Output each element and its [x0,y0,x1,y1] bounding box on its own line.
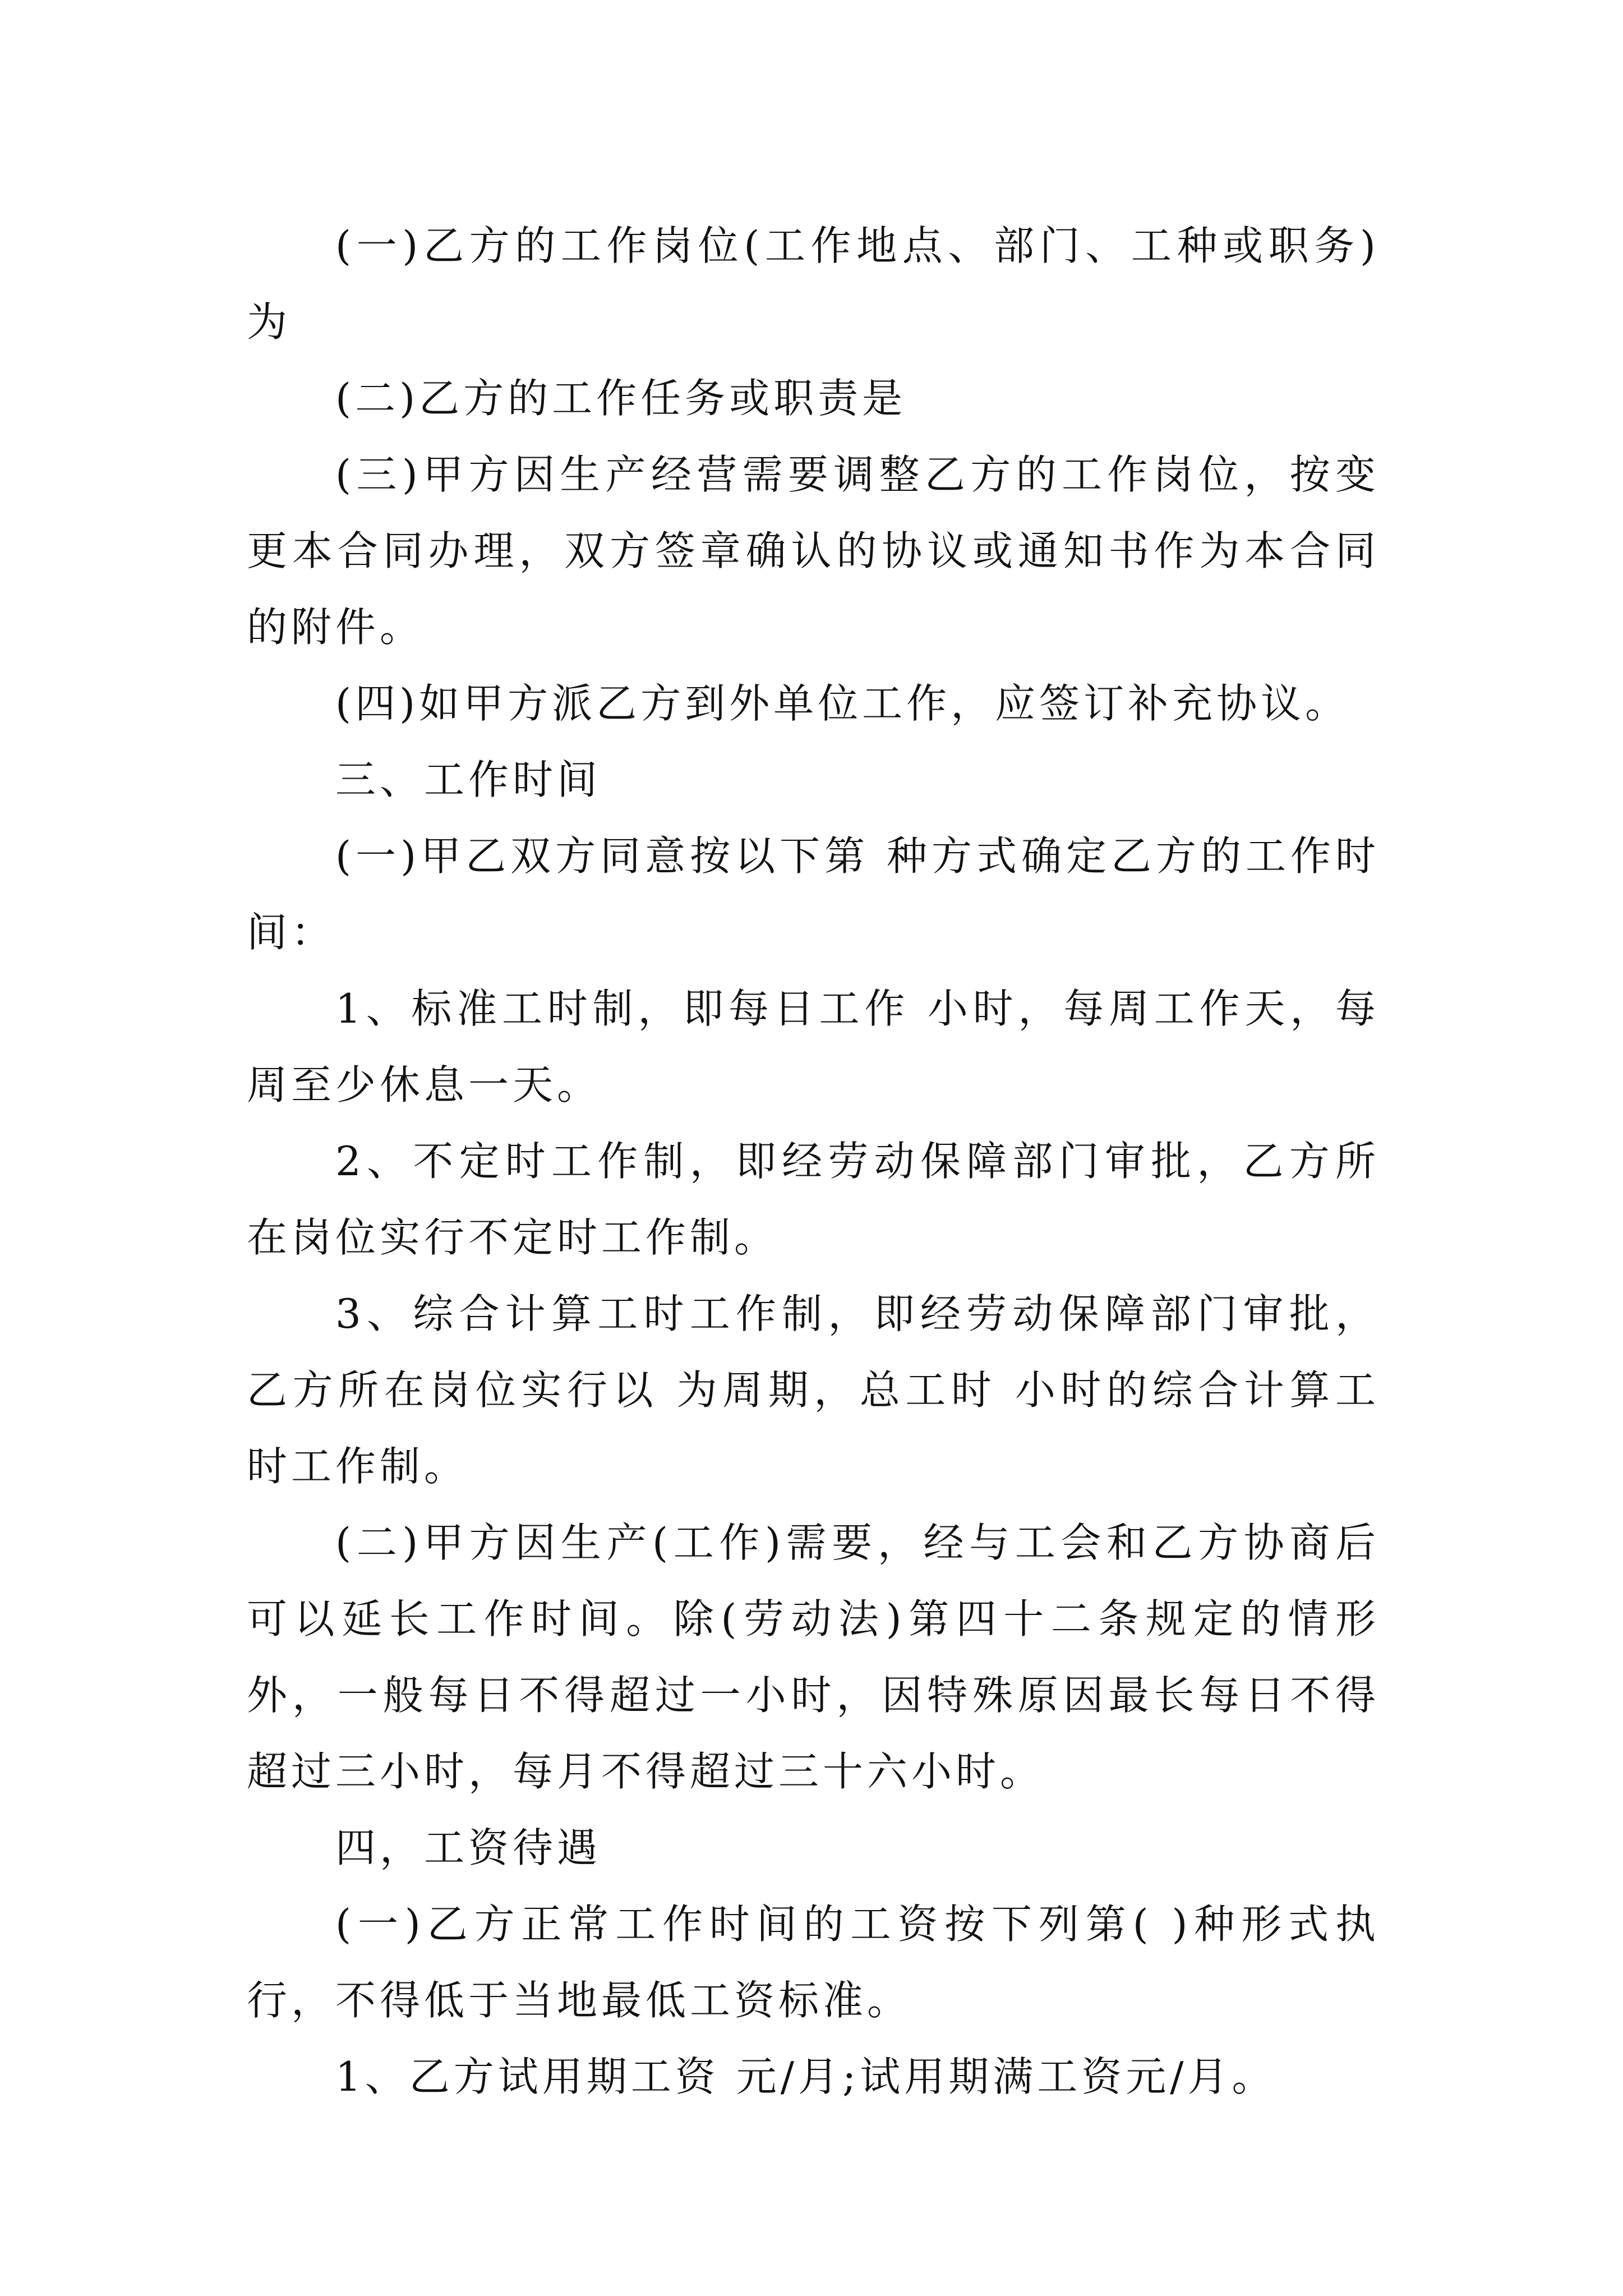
section-heading-wages: 四，工资待遇 [335,1824,602,1871]
paragraph-work-hours-mode: (一)甲乙双方同意按以下第 种方式确定乙方的工作时间： [247,832,1380,956]
paragraph-probation-wage: 1、乙方试用期工资 元/月;试用期满工资元/月。 [335,2053,1276,2100]
document-body [247,208,1380,2115]
paragraph-external-assignment: (四)如甲方派乙方到外单位工作，应签订补充协议。 [335,680,1350,727]
section-heading-work-hours: 三、工作时间 [335,756,602,803]
paragraph-comprehensive-hours: 3、综合计算工时工作制，即经劳动保障部门审批，乙方所在岗位实行以 为周期，总工时 小时的综合计算工时工作制。 [247,1290,1380,1490]
paragraph-wage-form: (一)乙方正常工作时间的工资按下列第( )种形式执行，不得低于当地最低工资标准。 [247,1901,1380,2024]
paragraph-post-adjustment: (三)甲方因生产经营需要调整乙方的工作岗位，按变更本合同办理，双方签章确认的协议或通知书作为本合同的附件。 [247,451,1380,651]
paragraph-standard-hours: 1、标准工时制，即每日工作 小时，每周工作天，每周至少休息一天。 [247,985,1380,1108]
paragraph-work-post: (一)乙方的工作岗位(工作地点、部门、工种或职务)为 [247,222,1380,346]
paragraph-flexible-hours: 2、不定时工作制，即经劳动保障部门审批，乙方所在岗位实行不定时工作制。 [247,1138,1380,1261]
paragraph-work-duties: (二)乙方的工作任务或职责是 [335,375,907,422]
paragraph-overtime: (二)甲方因生产(工作)需要，经与工会和乙方协商后可以延长工作时间。除(劳动法)第四十二条规定的情形外，一般每日不得超过一小时，因特殊原因最长每日不得超过三小时，每月不得超过三十六小时。 [247,1519,1380,1795]
